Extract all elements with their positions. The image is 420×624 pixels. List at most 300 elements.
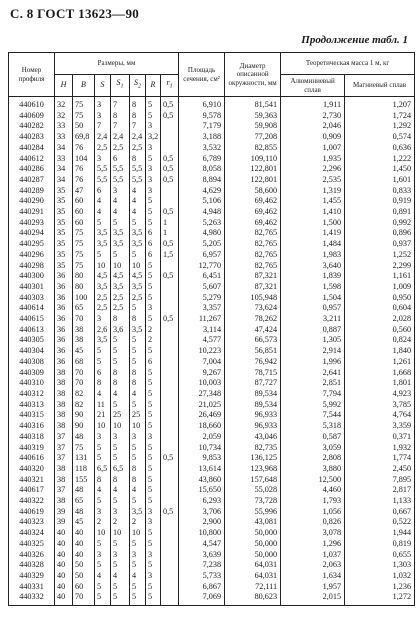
part-number-cell: 440326 — [9, 550, 55, 561]
diameter-cell: 56,851 — [225, 346, 281, 357]
dim-s1-cell: 2,5 — [111, 143, 130, 154]
dim-h-cell: 35 — [55, 186, 73, 197]
part-number-cell: 440309 — [9, 368, 55, 379]
mass-al-cell: 1,996 — [281, 357, 345, 368]
dim-b-cell: 75 — [73, 239, 95, 250]
dim-r1-cell — [161, 550, 179, 561]
dim-r-cell: 6 — [146, 250, 161, 261]
diameter-cell: 59,908 — [225, 121, 281, 132]
diameter-cell: 73,728 — [225, 496, 281, 507]
dim-r1-cell — [161, 282, 179, 293]
dim-s-cell: 2,5 — [95, 303, 111, 314]
part-number-cell: 440312 — [9, 389, 55, 400]
table-row — [9, 528, 415, 539]
dim-b-cell: 76 — [73, 143, 95, 154]
table-row — [9, 346, 415, 357]
dim-r-cell: 5 — [146, 443, 161, 454]
dim-s-cell: 5 — [95, 443, 111, 454]
dim-r-cell: 2 — [146, 335, 161, 346]
mass-al-cell: 2,851 — [281, 378, 345, 389]
diameter-cell: 47,424 — [225, 325, 281, 336]
mass-mg-cell: 0,560 — [345, 325, 415, 336]
mass-al-cell: 1,983 — [281, 250, 345, 261]
dim-r1-cell: 0,5 — [161, 154, 179, 165]
dim-b-cell: 45 — [73, 517, 95, 528]
mass-mg-cell: 0,667 — [345, 507, 415, 518]
dim-s1-cell: 4 — [111, 207, 130, 218]
col-header-b: B — [73, 75, 95, 97]
mass-al-cell: 3,059 — [281, 443, 345, 454]
dim-h-cell: 35 — [55, 207, 73, 218]
table-row — [9, 592, 415, 605]
part-number-cell: 440293 — [9, 218, 55, 229]
diameter-cell: 64,031 — [225, 571, 281, 582]
mass-mg-cell: 1,303 — [345, 560, 415, 571]
mass-al-cell: 12,500 — [281, 475, 345, 486]
part-number-cell: 440304 — [9, 346, 55, 357]
dim-s1-cell: 3 — [111, 507, 130, 518]
diameter-cell: 96,933 — [225, 421, 281, 432]
mass-mg-cell: 3,785 — [345, 400, 415, 411]
dim-r1-cell — [161, 432, 179, 443]
dim-h-cell: 35 — [55, 228, 73, 239]
mass-mg-cell: 0,937 — [345, 239, 415, 250]
table-row — [9, 175, 415, 186]
mass-al-cell: 3,880 — [281, 464, 345, 475]
dim-h-cell: 36 — [55, 325, 73, 336]
diameter-cell: 136,125 — [225, 453, 281, 464]
table-row — [9, 239, 415, 250]
mass-al-cell: 2,914 — [281, 346, 345, 357]
area-cell: 3,357 — [179, 303, 225, 314]
dim-s-cell: 5 — [95, 496, 111, 507]
dim-s2-cell: 8 — [130, 378, 146, 389]
part-number-cell: 440290 — [9, 196, 55, 207]
dim-s-cell: 6 — [95, 368, 111, 379]
col-header-diameter: Диаметр описанной окружности, мм — [225, 53, 281, 97]
part-number-cell: 440294 — [9, 228, 55, 239]
area-cell: 6,451 — [179, 271, 225, 282]
table-row — [9, 196, 415, 207]
dim-r-cell: 5 — [146, 421, 161, 432]
diameter-cell: 122,801 — [225, 164, 281, 175]
dim-r1-cell — [161, 186, 179, 197]
dim-r-cell: 3 — [146, 517, 161, 528]
mass-al-cell: 2,296 — [281, 164, 345, 175]
dim-h-cell: 38 — [55, 496, 73, 507]
area-cell: 2,059 — [179, 432, 225, 443]
dim-r-cell: 5 — [146, 368, 161, 379]
dim-r1-cell — [161, 410, 179, 421]
area-cell: 2,900 — [179, 517, 225, 528]
area-cell: 15,650 — [179, 485, 225, 496]
dim-h-cell: 39 — [55, 507, 73, 518]
dim-r1-cell — [161, 335, 179, 346]
dim-r1-cell — [161, 368, 179, 379]
dim-b-cell: 90 — [73, 410, 95, 421]
part-number-cell: 440616 — [9, 453, 55, 464]
part-number-cell: 440289 — [9, 186, 55, 197]
dim-h-cell: 36 — [55, 346, 73, 357]
dim-s1-cell: 5 — [111, 592, 130, 605]
dim-r1-cell — [161, 539, 179, 550]
dim-s1-cell: 3 — [111, 550, 130, 561]
dim-h-cell: 37 — [55, 453, 73, 464]
dim-b-cell: 76 — [73, 164, 95, 175]
dim-s2-cell: 10 — [130, 421, 146, 432]
table-row — [9, 389, 415, 400]
dim-s1-cell: 3,5 — [111, 282, 130, 293]
mass-al-cell: 1,319 — [281, 186, 345, 197]
dim-s2-cell: 8 — [130, 97, 146, 111]
area-cell: 5,205 — [179, 239, 225, 250]
mass-mg-cell: 1,252 — [345, 250, 415, 261]
diameter-cell: 105,948 — [225, 293, 281, 304]
part-number-cell: 440286 — [9, 164, 55, 175]
dim-r1-cell — [161, 261, 179, 272]
dim-s2-cell: 5,5 — [130, 175, 146, 186]
diameter-cell: 73,624 — [225, 303, 281, 314]
dim-s2-cell: 3,5 — [130, 507, 146, 518]
dim-h-cell: 38 — [55, 368, 73, 379]
dim-b-cell: 100 — [73, 293, 95, 304]
dim-r-cell: 5 — [146, 97, 161, 111]
mass-al-cell: 4,460 — [281, 485, 345, 496]
dim-r-cell: 6 — [146, 239, 161, 250]
dim-h-cell: 37 — [55, 485, 73, 496]
dim-r1-cell — [161, 143, 179, 154]
dim-h-cell: 40 — [55, 528, 73, 539]
part-number-cell: 440303 — [9, 293, 55, 304]
dim-h-cell: 40 — [55, 592, 73, 605]
dim-r-cell: 6 — [146, 357, 161, 368]
mass-mg-cell: 7,895 — [345, 475, 415, 486]
dim-s1-cell: 6 — [111, 154, 130, 165]
area-cell: 26,469 — [179, 410, 225, 421]
dim-r1-cell: 1,5 — [161, 250, 179, 261]
dim-r1-cell — [161, 571, 179, 582]
dim-s2-cell: 3,5 — [130, 239, 146, 250]
col-header-r: R — [146, 75, 161, 97]
dim-r-cell: 5 — [146, 464, 161, 475]
mass-mg-cell: 3,359 — [345, 421, 415, 432]
table-row — [9, 111, 415, 122]
dim-b-cell: 155 — [73, 475, 95, 486]
part-number-cell: 440322 — [9, 496, 55, 507]
mass-al-cell: 5,992 — [281, 400, 345, 411]
mass-al-cell: 2,063 — [281, 560, 345, 571]
mass-mg-cell: 0,992 — [345, 218, 415, 229]
dim-s-cell: 10 — [95, 528, 111, 539]
col-header-s1: $S_1$ — [111, 75, 130, 97]
dim-r-cell: 5 — [146, 154, 161, 165]
part-number-cell: 440323 — [9, 517, 55, 528]
area-cell: 6,867 — [179, 582, 225, 593]
dim-h-cell: 34 — [55, 175, 73, 186]
dim-s2-cell: 5 — [130, 582, 146, 593]
mass-mg-cell: 0,574 — [345, 132, 415, 143]
mass-mg-cell: 1,261 — [345, 357, 415, 368]
mass-al-cell: 7,544 — [281, 410, 345, 421]
part-number-cell: 440610 — [9, 97, 55, 111]
dim-r-cell: 5 — [146, 271, 161, 282]
dim-s1-cell: 4 — [111, 196, 130, 207]
area-cell: 5,279 — [179, 293, 225, 304]
mass-al-cell: 1,839 — [281, 271, 345, 282]
dim-r-cell: 5 — [146, 378, 161, 389]
part-number-cell: 440296 — [9, 250, 55, 261]
dim-r1-cell — [161, 464, 179, 475]
dim-s-cell: 3 — [95, 97, 111, 111]
mass-al-cell: 2,808 — [281, 453, 345, 464]
dim-s2-cell: 5 — [130, 560, 146, 571]
dim-r1-cell: 0,5 — [161, 97, 179, 111]
part-number-cell: 440287 — [9, 175, 55, 186]
dim-h-cell: 38 — [55, 464, 73, 475]
dim-r-cell: 5 — [146, 560, 161, 571]
dim-s-cell: 5 — [95, 453, 111, 464]
dim-r-cell: 5 — [146, 539, 161, 550]
dim-s2-cell: 5 — [130, 303, 146, 314]
area-cell: 6,293 — [179, 496, 225, 507]
dim-h-cell: 34 — [55, 143, 73, 154]
diameter-cell: 50,000 — [225, 539, 281, 550]
mass-mg-cell: 0,891 — [345, 207, 415, 218]
dim-s-cell: 3,5 — [95, 335, 111, 346]
dim-r-cell: 5 — [146, 496, 161, 507]
dim-s-cell: 5 — [95, 560, 111, 571]
mass-al-cell: 1,500 — [281, 218, 345, 229]
table-row — [9, 550, 415, 561]
dim-s1-cell: 5 — [111, 496, 130, 507]
dim-r1-cell: 0,5 — [161, 271, 179, 282]
part-number-cell: 440315 — [9, 410, 55, 421]
dim-s1-cell: 2 — [111, 517, 130, 528]
diameter-cell: 59,363 — [225, 111, 281, 122]
dim-s1-cell: 5 — [111, 539, 130, 550]
area-cell: 7,004 — [179, 357, 225, 368]
dim-b-cell: 40 — [73, 528, 95, 539]
dim-r-cell: 5 — [146, 389, 161, 400]
table-row — [9, 228, 415, 239]
dim-s2-cell: 5 — [130, 218, 146, 229]
dim-b-cell: 70 — [73, 592, 95, 605]
dim-s-cell: 6,5 — [95, 464, 111, 475]
part-number-cell: 440320 — [9, 464, 55, 475]
diameter-cell: 69,462 — [225, 218, 281, 229]
dim-b-cell: 60 — [73, 218, 95, 229]
dim-h-cell: 33 — [55, 121, 73, 132]
dim-r1-cell — [161, 528, 179, 539]
dim-b-cell: 45 — [73, 346, 95, 357]
dim-h-cell: 38 — [55, 410, 73, 421]
dim-r1-cell — [161, 389, 179, 400]
dim-r1-cell — [161, 293, 179, 304]
mass-al-cell: 1,007 — [281, 143, 345, 154]
dim-s1-cell: 5 — [111, 250, 130, 261]
mass-mg-cell: 0,522 — [345, 517, 415, 528]
table-row — [9, 143, 415, 154]
mass-mg-cell: 2,817 — [345, 485, 415, 496]
dim-r1-cell — [161, 346, 179, 357]
dim-b-cell: 68 — [73, 357, 95, 368]
diameter-cell: 55,028 — [225, 485, 281, 496]
part-number-cell: 440305 — [9, 335, 55, 346]
dim-s-cell: 4,5 — [95, 271, 111, 282]
dim-r-cell: 3 — [146, 186, 161, 197]
dim-s2-cell: 5,5 — [130, 164, 146, 175]
area-cell: 43,860 — [179, 475, 225, 486]
area-cell: 3,639 — [179, 550, 225, 561]
col-header-mass-al: Алюминиевый сплав — [281, 75, 345, 97]
dim-r1-cell — [161, 196, 179, 207]
area-cell: 8,058 — [179, 164, 225, 175]
table-row — [9, 507, 415, 518]
table-row — [9, 443, 415, 454]
dim-h-cell: 39 — [55, 517, 73, 528]
dim-s2-cell: 4 — [130, 207, 146, 218]
mass-al-cell: 1,305 — [281, 335, 345, 346]
dim-s-cell: 4 — [95, 389, 111, 400]
dim-b-cell: 69,8 — [73, 132, 95, 143]
dim-b-cell: 50 — [73, 121, 95, 132]
part-number-cell: 440301 — [9, 282, 55, 293]
dim-r-cell: 5 — [146, 196, 161, 207]
dim-b-cell: 75 — [73, 261, 95, 272]
col-header-dimensions: Размеры, мм — [55, 53, 179, 75]
area-cell: 3,532 — [179, 143, 225, 154]
table-row — [9, 421, 415, 432]
dim-b-cell: 76 — [73, 175, 95, 186]
dim-s-cell: 3 — [95, 154, 111, 165]
dim-r1-cell: 1 — [161, 218, 179, 229]
dim-s-cell: 5 — [95, 218, 111, 229]
part-number-cell: 440619 — [9, 507, 55, 518]
mass-mg-cell: 0,833 — [345, 186, 415, 197]
page-header: С. 8 ГОСТ 13623—90 — [10, 6, 140, 21]
dim-s2-cell: 3 — [130, 550, 146, 561]
table-row — [9, 186, 415, 197]
dim-s2-cell: 2,5 — [130, 143, 146, 154]
dim-r-cell: 5 — [146, 282, 161, 293]
dim-s1-cell: 8 — [111, 314, 130, 325]
dim-r1-cell — [161, 357, 179, 368]
dim-s-cell: 5 — [95, 357, 111, 368]
diameter-cell: 69,462 — [225, 207, 281, 218]
part-number-cell: 440321 — [9, 475, 55, 486]
dim-s1-cell: 7 — [111, 97, 130, 111]
part-number-cell: 440325 — [9, 539, 55, 550]
dim-s1-cell: 5 — [111, 335, 130, 346]
dim-s-cell: 3,5 — [95, 228, 111, 239]
dim-r1-cell — [161, 475, 179, 486]
dim-s1-cell: 2,5 — [111, 303, 130, 314]
table-row — [9, 496, 415, 507]
dim-s2-cell: 4 — [130, 196, 146, 207]
dim-r1-cell — [161, 132, 179, 143]
dim-s2-cell: 3,5 — [130, 282, 146, 293]
dim-h-cell: 37 — [55, 443, 73, 454]
dim-s-cell: 2,6 — [95, 325, 111, 336]
table-row — [9, 571, 415, 582]
part-number-cell: 440283 — [9, 132, 55, 143]
mass-al-cell: 2,046 — [281, 121, 345, 132]
dim-h-cell: 40 — [55, 539, 73, 550]
col-header-mass: Теоретическая масса 1 м, кг — [281, 53, 415, 75]
dim-s1-cell: 8 — [111, 378, 130, 389]
mass-al-cell: 1,056 — [281, 507, 345, 518]
dim-s1-cell: 5 — [111, 400, 130, 411]
dim-s1-cell: 10 — [111, 421, 130, 432]
area-cell: 5,607 — [179, 282, 225, 293]
mass-mg-cell: 1,161 — [345, 271, 415, 282]
dim-r1-cell — [161, 496, 179, 507]
dim-r-cell: 6 — [146, 228, 161, 239]
diameter-cell: 76,942 — [225, 357, 281, 368]
dim-s-cell: 2,5 — [95, 293, 111, 304]
col-header-s2: $S_2$ — [130, 75, 146, 97]
dim-r-cell: 5 — [146, 346, 161, 357]
profiles-table — [8, 52, 415, 606]
part-number-cell: 440613 — [9, 325, 55, 336]
area-cell: 11,267 — [179, 314, 225, 325]
mass-mg-cell: 0,819 — [345, 539, 415, 550]
dim-r1-cell — [161, 121, 179, 132]
area-cell: 18,660 — [179, 421, 225, 432]
diameter-cell: 82,855 — [225, 143, 281, 154]
dim-b-cell: 60 — [73, 207, 95, 218]
dim-s-cell: 8 — [95, 475, 111, 486]
diameter-cell: 87,321 — [225, 271, 281, 282]
dim-r-cell: 3 — [146, 550, 161, 561]
mass-mg-cell: 1,840 — [345, 346, 415, 357]
dim-r1-cell — [161, 303, 179, 314]
dim-s-cell: 4 — [95, 207, 111, 218]
dim-s-cell: 4 — [95, 196, 111, 207]
table-row — [9, 314, 415, 325]
col-header-mass-mg: Магниевый сплав — [345, 75, 415, 97]
table-row — [9, 335, 415, 346]
dim-r1-cell: 1 — [161, 228, 179, 239]
dim-s2-cell: 10 — [130, 261, 146, 272]
dim-s-cell: 6 — [95, 186, 111, 197]
dim-b-cell: 60 — [73, 582, 95, 593]
dim-r-cell: 5 — [146, 528, 161, 539]
table-row — [9, 154, 415, 165]
part-number-cell: 440300 — [9, 271, 55, 282]
dim-s2-cell: 8 — [130, 368, 146, 379]
mass-al-cell: 2,015 — [281, 592, 345, 605]
diameter-cell: 81,541 — [225, 97, 281, 111]
table-row — [9, 378, 415, 389]
dim-h-cell: 32 — [55, 97, 73, 111]
mass-mg-cell: 1,932 — [345, 443, 415, 454]
dim-b-cell: 70 — [73, 368, 95, 379]
part-number-cell: 440313 — [9, 400, 55, 411]
dim-r-cell: 3 — [146, 507, 161, 518]
dim-s-cell: 8 — [95, 378, 111, 389]
diameter-cell: 55,996 — [225, 507, 281, 518]
dim-r1-cell: 0,5 — [161, 207, 179, 218]
table-row — [9, 464, 415, 475]
dim-b-cell: 50 — [73, 571, 95, 582]
dim-s1-cell: 2,5 — [111, 293, 130, 304]
dim-h-cell: 40 — [55, 582, 73, 593]
dim-r-cell: 3 — [146, 432, 161, 443]
mass-al-cell: 5,318 — [281, 421, 345, 432]
dim-h-cell: 33 — [55, 132, 73, 143]
dim-b-cell: 75 — [73, 111, 95, 122]
